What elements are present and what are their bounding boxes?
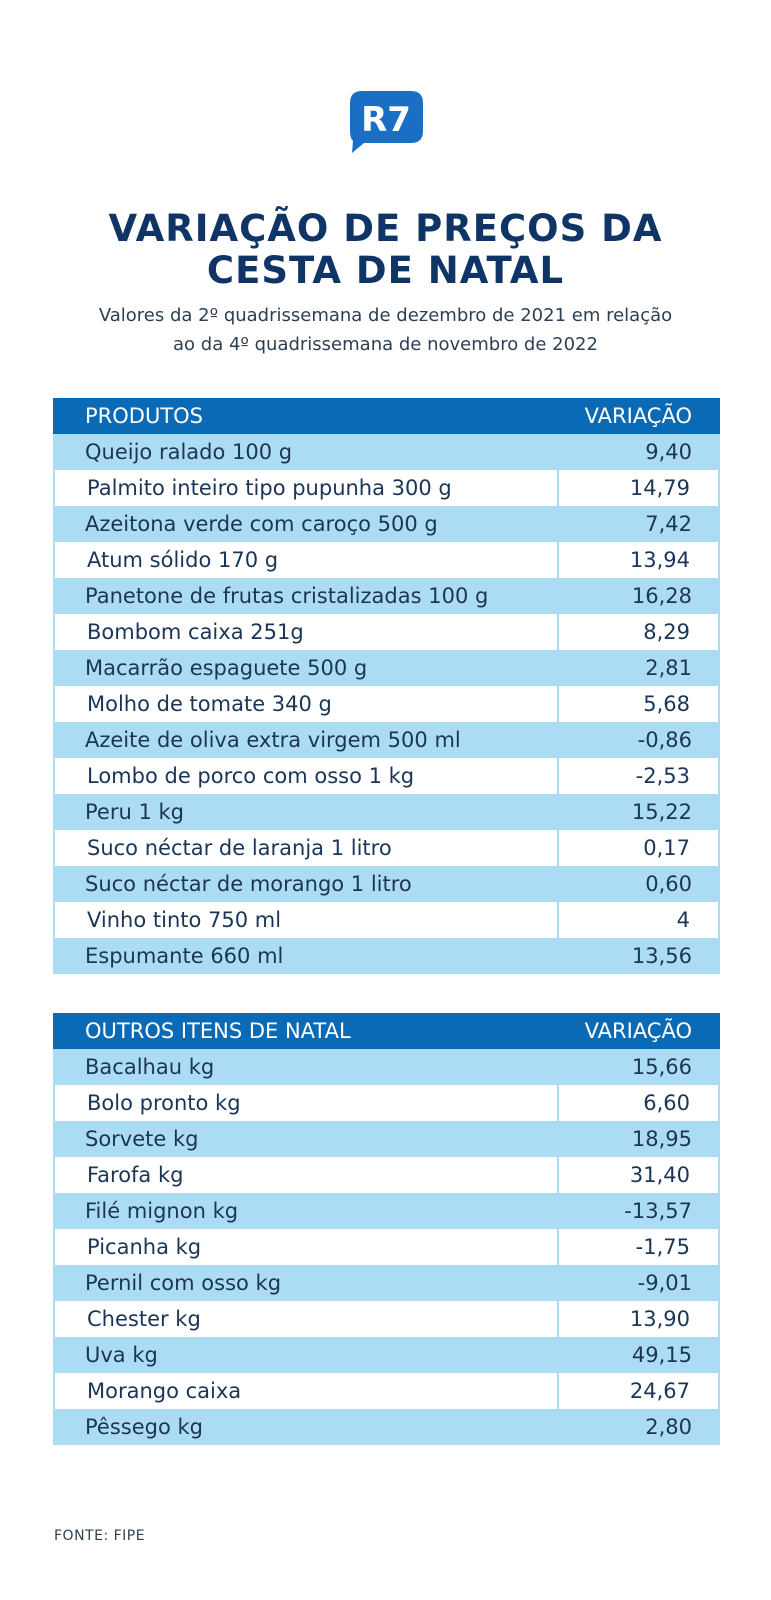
table-row [53, 1337, 720, 1373]
table-row [53, 722, 720, 758]
item-name: Peru 1 kg [85, 800, 184, 824]
table-row [53, 1229, 720, 1265]
table-header [53, 1013, 720, 1049]
table-row [53, 938, 720, 974]
subtitle-line-2: ao da 4º quadrissemana de novembro de 2022 [173, 334, 598, 355]
item-name: Palmito inteiro tipo pupunha 300 g [55, 470, 559, 506]
item-name: Queijo ralado 100 g [85, 440, 293, 464]
table-row [53, 1049, 720, 1085]
item-name: Uva kg [85, 1343, 158, 1367]
source-note: FONTE: FIPE [54, 1528, 146, 1544]
column-header-item: OUTROS ITENS DE NATAL [85, 1019, 351, 1043]
table-row [53, 866, 720, 902]
subtitle-line-1: Valores da 2º quadrissemana de dezembro de 2021 em relação [98, 305, 673, 326]
item-variation: 2,80 [645, 1415, 692, 1439]
other-items-table [53, 1013, 720, 1445]
item-variation: 9,40 [645, 440, 692, 464]
table-row [53, 470, 720, 506]
table-row [53, 434, 720, 470]
item-name: Panetone de frutas cristalizadas 100 g [85, 584, 489, 608]
item-variation: 2,81 [645, 656, 692, 680]
item-variation: 24,67 [629, 1379, 690, 1403]
item-name: Picanha kg [55, 1229, 559, 1265]
item-name: Pêssego kg [85, 1415, 203, 1439]
item-name: Molho de tomate 340 g [55, 686, 559, 722]
item-name: Chester kg [55, 1301, 559, 1337]
item-name: Lombo de porco com osso 1 kg [55, 758, 559, 794]
item-variation: 15,66 [631, 1055, 692, 1079]
item-name: Azeitona verde com caroço 500 g [85, 512, 438, 536]
item-name: Suco néctar de morango 1 litro [85, 872, 412, 896]
column-header-value: VARIAÇÃO [584, 404, 692, 428]
item-variation: 15,22 [631, 800, 692, 824]
table-row [53, 1085, 720, 1121]
item-name: Bacalhau kg [85, 1055, 215, 1079]
item-variation: -1,75 [635, 1235, 690, 1259]
title-line-2: CESTA DE NATAL [206, 249, 565, 292]
table-row [53, 794, 720, 830]
table-row [53, 830, 720, 866]
item-name: Morango caixa [55, 1373, 559, 1409]
page-title [0, 208, 771, 292]
item-name: Farofa kg [55, 1157, 559, 1193]
item-variation: 7,42 [645, 512, 692, 536]
item-variation: 13,56 [631, 944, 692, 968]
products-table [53, 398, 720, 974]
item-name: Suco néctar de laranja 1 litro [55, 830, 559, 866]
table-row [53, 1193, 720, 1229]
subtitle [0, 301, 771, 359]
column-header-item: PRODUTOS [85, 404, 204, 428]
item-variation: -9,01 [637, 1271, 692, 1295]
title-line-1: VARIAÇÃO DE PREÇOS DA [108, 207, 663, 250]
item-name: Sorvete kg [85, 1127, 199, 1151]
table-row [53, 1121, 720, 1157]
table-row [53, 578, 720, 614]
item-variation: 4 [676, 908, 690, 932]
table-row [53, 1301, 720, 1337]
item-variation: -13,57 [624, 1199, 692, 1223]
item-name: Azeite de oliva extra virgem 500 ml [85, 728, 461, 752]
item-name: Bombom caixa 251g [55, 614, 559, 650]
item-variation: 31,40 [629, 1163, 690, 1187]
table-header [53, 398, 720, 434]
item-variation: -2,53 [635, 764, 690, 788]
table-row [53, 686, 720, 722]
table-row [53, 650, 720, 686]
item-variation: 8,29 [643, 620, 690, 644]
item-variation: 0,60 [645, 872, 692, 896]
table-row [53, 1265, 720, 1301]
item-name: Atum sólido 170 g [55, 542, 559, 578]
table-row [53, 1157, 720, 1193]
item-name: Bolo pronto kg [55, 1085, 559, 1121]
table-row [53, 614, 720, 650]
item-name: Macarrão espaguete 500 g [85, 656, 368, 680]
table-row [53, 1373, 720, 1409]
column-header-value: VARIAÇÃO [584, 1019, 692, 1043]
item-variation: 16,28 [631, 584, 692, 608]
logo-text: R7 [361, 100, 411, 140]
item-variation: 6,60 [643, 1091, 690, 1115]
item-variation: -0,86 [637, 728, 692, 752]
table-row [53, 758, 720, 794]
table-row [53, 902, 720, 938]
item-name: Filé mignon kg [85, 1199, 239, 1223]
item-name: Pernil com osso kg [85, 1271, 282, 1295]
table-row [53, 506, 720, 542]
item-variation: 13,94 [629, 548, 690, 572]
table-row [53, 1409, 720, 1445]
item-name: Vinho tinto 750 ml [55, 902, 559, 938]
item-variation: 13,90 [629, 1307, 690, 1331]
item-variation: 0,17 [643, 836, 690, 860]
table-row [53, 542, 720, 578]
item-variation: 49,15 [631, 1343, 692, 1367]
item-variation: 5,68 [643, 692, 690, 716]
item-variation: 14,79 [629, 476, 690, 500]
item-name: Espumante 660 ml [85, 944, 284, 968]
item-variation: 18,95 [631, 1127, 692, 1151]
r7-logo [350, 91, 423, 156]
